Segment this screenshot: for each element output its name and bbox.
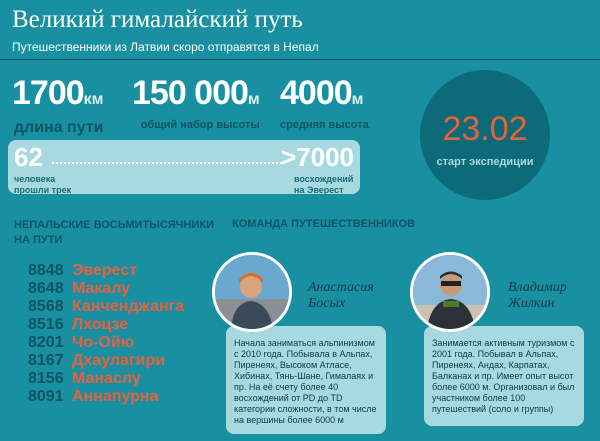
member-bio-card [226,326,386,434]
member-bio: Занимается активным туризмом с 2001 года. Побывал в Альпах, Пиренеях, Андах, Карпатах, Балканах и пр. Имеет опыт высот более 6000 м. Организовал и был участником более 100 путешествий (соло и группы) [432,338,575,414]
start-date: 23.02 [442,110,528,148]
track-left-label: человека прошли трек [14,174,72,195]
stat-average-altitude [280,76,369,131]
list-item: 8568 Канченджанга [28,298,185,315]
list-item: 8648 Макалу [28,280,131,297]
stat-label: длина пути [13,119,104,136]
peaks-list [28,262,184,406]
list-item: 8201 Чо-Ойю [28,334,135,351]
stat-label: средняя высота [280,119,369,131]
stat-unit: м [351,91,364,108]
list-item: 8516 Лхоцзе [28,316,129,333]
list-item: 8848 Эверест [28,262,138,279]
track-right-label: восхождений на Эверест [294,174,354,195]
stat-value: 150 000 [132,74,248,112]
page-subtitle: Путешественники из Латвии скоро отправятся в Непал [12,40,319,54]
list-item: 8156 Манаслу [28,370,141,387]
start-label: старт экспедиции [436,156,534,168]
track-comparison-panel [8,140,360,194]
member-name: Владимир Жилкин [508,280,567,311]
list-item: 8167 Дхаулагири [28,352,166,369]
member-name: Анастасия Босых [308,280,374,311]
stat-total-ascent [132,76,260,131]
member-photo-avatar [410,252,490,332]
header-divider [0,59,600,60]
list-item: 8091 Аннапурна [28,388,159,405]
page-title: Великий гималайский путь [12,6,303,33]
member-bio: Начала заниматься альпинизмом с 2010 года. Побывала в Альпах, Пиренеях, Высоком Атласе, Хибинах, Тянь-Шане, Гималаях и пр. На её счету более 40 восхождений от PD до TD категории сложности, в том числе на вершины более 6000 м [234,338,377,425]
track-right-value: >7000 [280,142,354,172]
stat-label: общий набор высоты [140,119,260,131]
member-bio-card [424,326,584,426]
team-heading: КОМАНДА ПУТЕШЕСТВЕННИКОВ [232,218,416,230]
stat-unit: м [247,91,260,108]
stat-value: 1700 [12,74,84,112]
track-left-value: 62 [14,142,43,172]
stat-value: 4000 [280,74,352,112]
stat-unit: км [83,91,104,108]
peaks-heading: НЕПАЛЬСКИЕ ВОСЬМИТЫСЯЧНИКИ НА ПУТИ [14,219,214,246]
climber-portrait-icon [215,255,289,329]
member-photo-avatar [212,252,292,332]
track-dotted-line [52,162,282,164]
start-date-circle [420,70,550,200]
stat-route-length [12,76,103,137]
climber-portrait-icon [413,255,487,329]
